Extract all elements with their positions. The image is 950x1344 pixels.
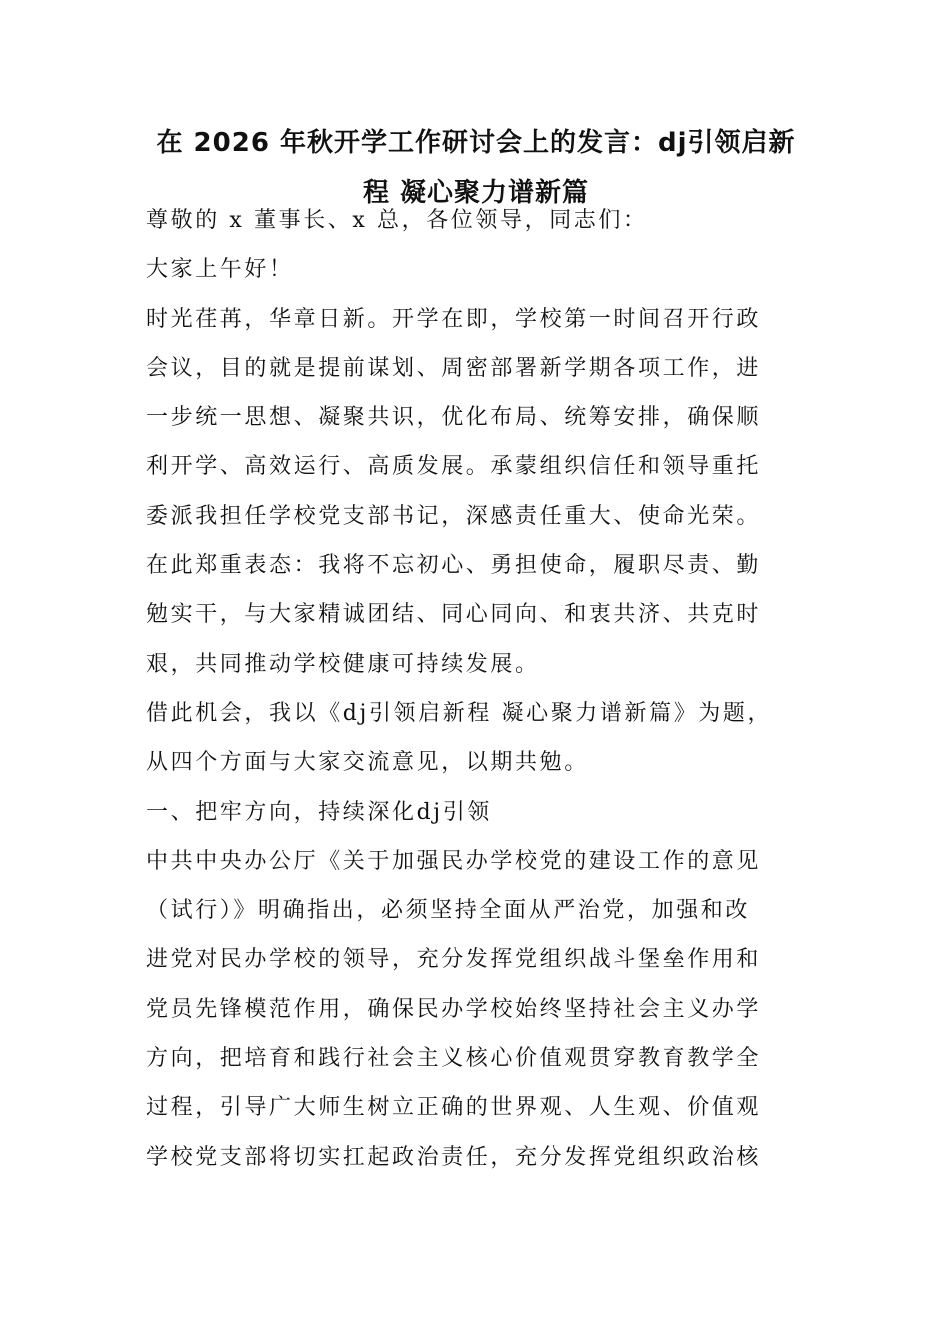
text-line: 借此机会，我以《dj引领启新程 凝心聚力谱新篇》为题， [146, 700, 773, 726]
text-line: 艰，共同推动学校健康可持续发展。 [146, 651, 540, 677]
text-line: 勉实干，与大家精诚团结、同心同向、和衷共济、共克时 [146, 602, 762, 628]
text-line: 中共中央办公厅《关于加强民办学校党的建设工作的意见 [146, 848, 762, 874]
text-line: 利开学、高效运行、高质发展。承蒙组织信任和领导重托 [146, 454, 762, 480]
text-line: 党员先锋模范作用，确保民办学校始终坚持社会主义办学 [146, 996, 762, 1022]
section-heading: 一、把牢方向，持续深化dj引领 [146, 799, 492, 825]
greeting: 大家上午好！ [146, 257, 294, 283]
text-line: 委派我担任学校党支部书记，深感责任重大、使命光荣。 [146, 503, 762, 529]
salutation: 尊敬的 x 董事长、x 总，各位领导，同志们： [146, 208, 648, 233]
text-line: 进党对民办学校的领导，充分发挥党组织战斗堡垒作用和 [146, 947, 762, 973]
text-line: （试行）》明确指出，必须坚持全面从严治党，加强和改 [146, 898, 751, 924]
document-body [146, 196, 806, 1182]
text-line: 从四个方面与大家交流意见，以期共勉。 [146, 750, 589, 776]
title-line-2: 程 凝心聚力谱新篇 [362, 178, 590, 208]
text-line: 时光荏苒，华章日新。开学在即，学校第一时间召开行政 [146, 306, 762, 332]
text-line: 一步统一思想、凝聚共识，优化布局、统筹安排，确保顺 [146, 405, 762, 431]
text-line: 方向，把培育和践行社会主义核心价值观贯穿教育教学全 [146, 1046, 762, 1072]
text-line: 在此郑重表态：我将不忘初心、勇担使命，履职尽责、勤 [146, 553, 762, 579]
text-line: 会议，目的就是提前谋划、周密部署新学期各项工作，进 [146, 355, 762, 381]
text-line: 过程，引导广大师生树立正确的世界观、人生观、价值观 [146, 1095, 762, 1121]
title-line-1: 在 2026 年秋开学工作研讨会上的发言：dj引领启新 [156, 128, 796, 158]
text-line: 学校党支部将切实扛起政治责任，充分发挥党组织政治核 [146, 1144, 762, 1170]
